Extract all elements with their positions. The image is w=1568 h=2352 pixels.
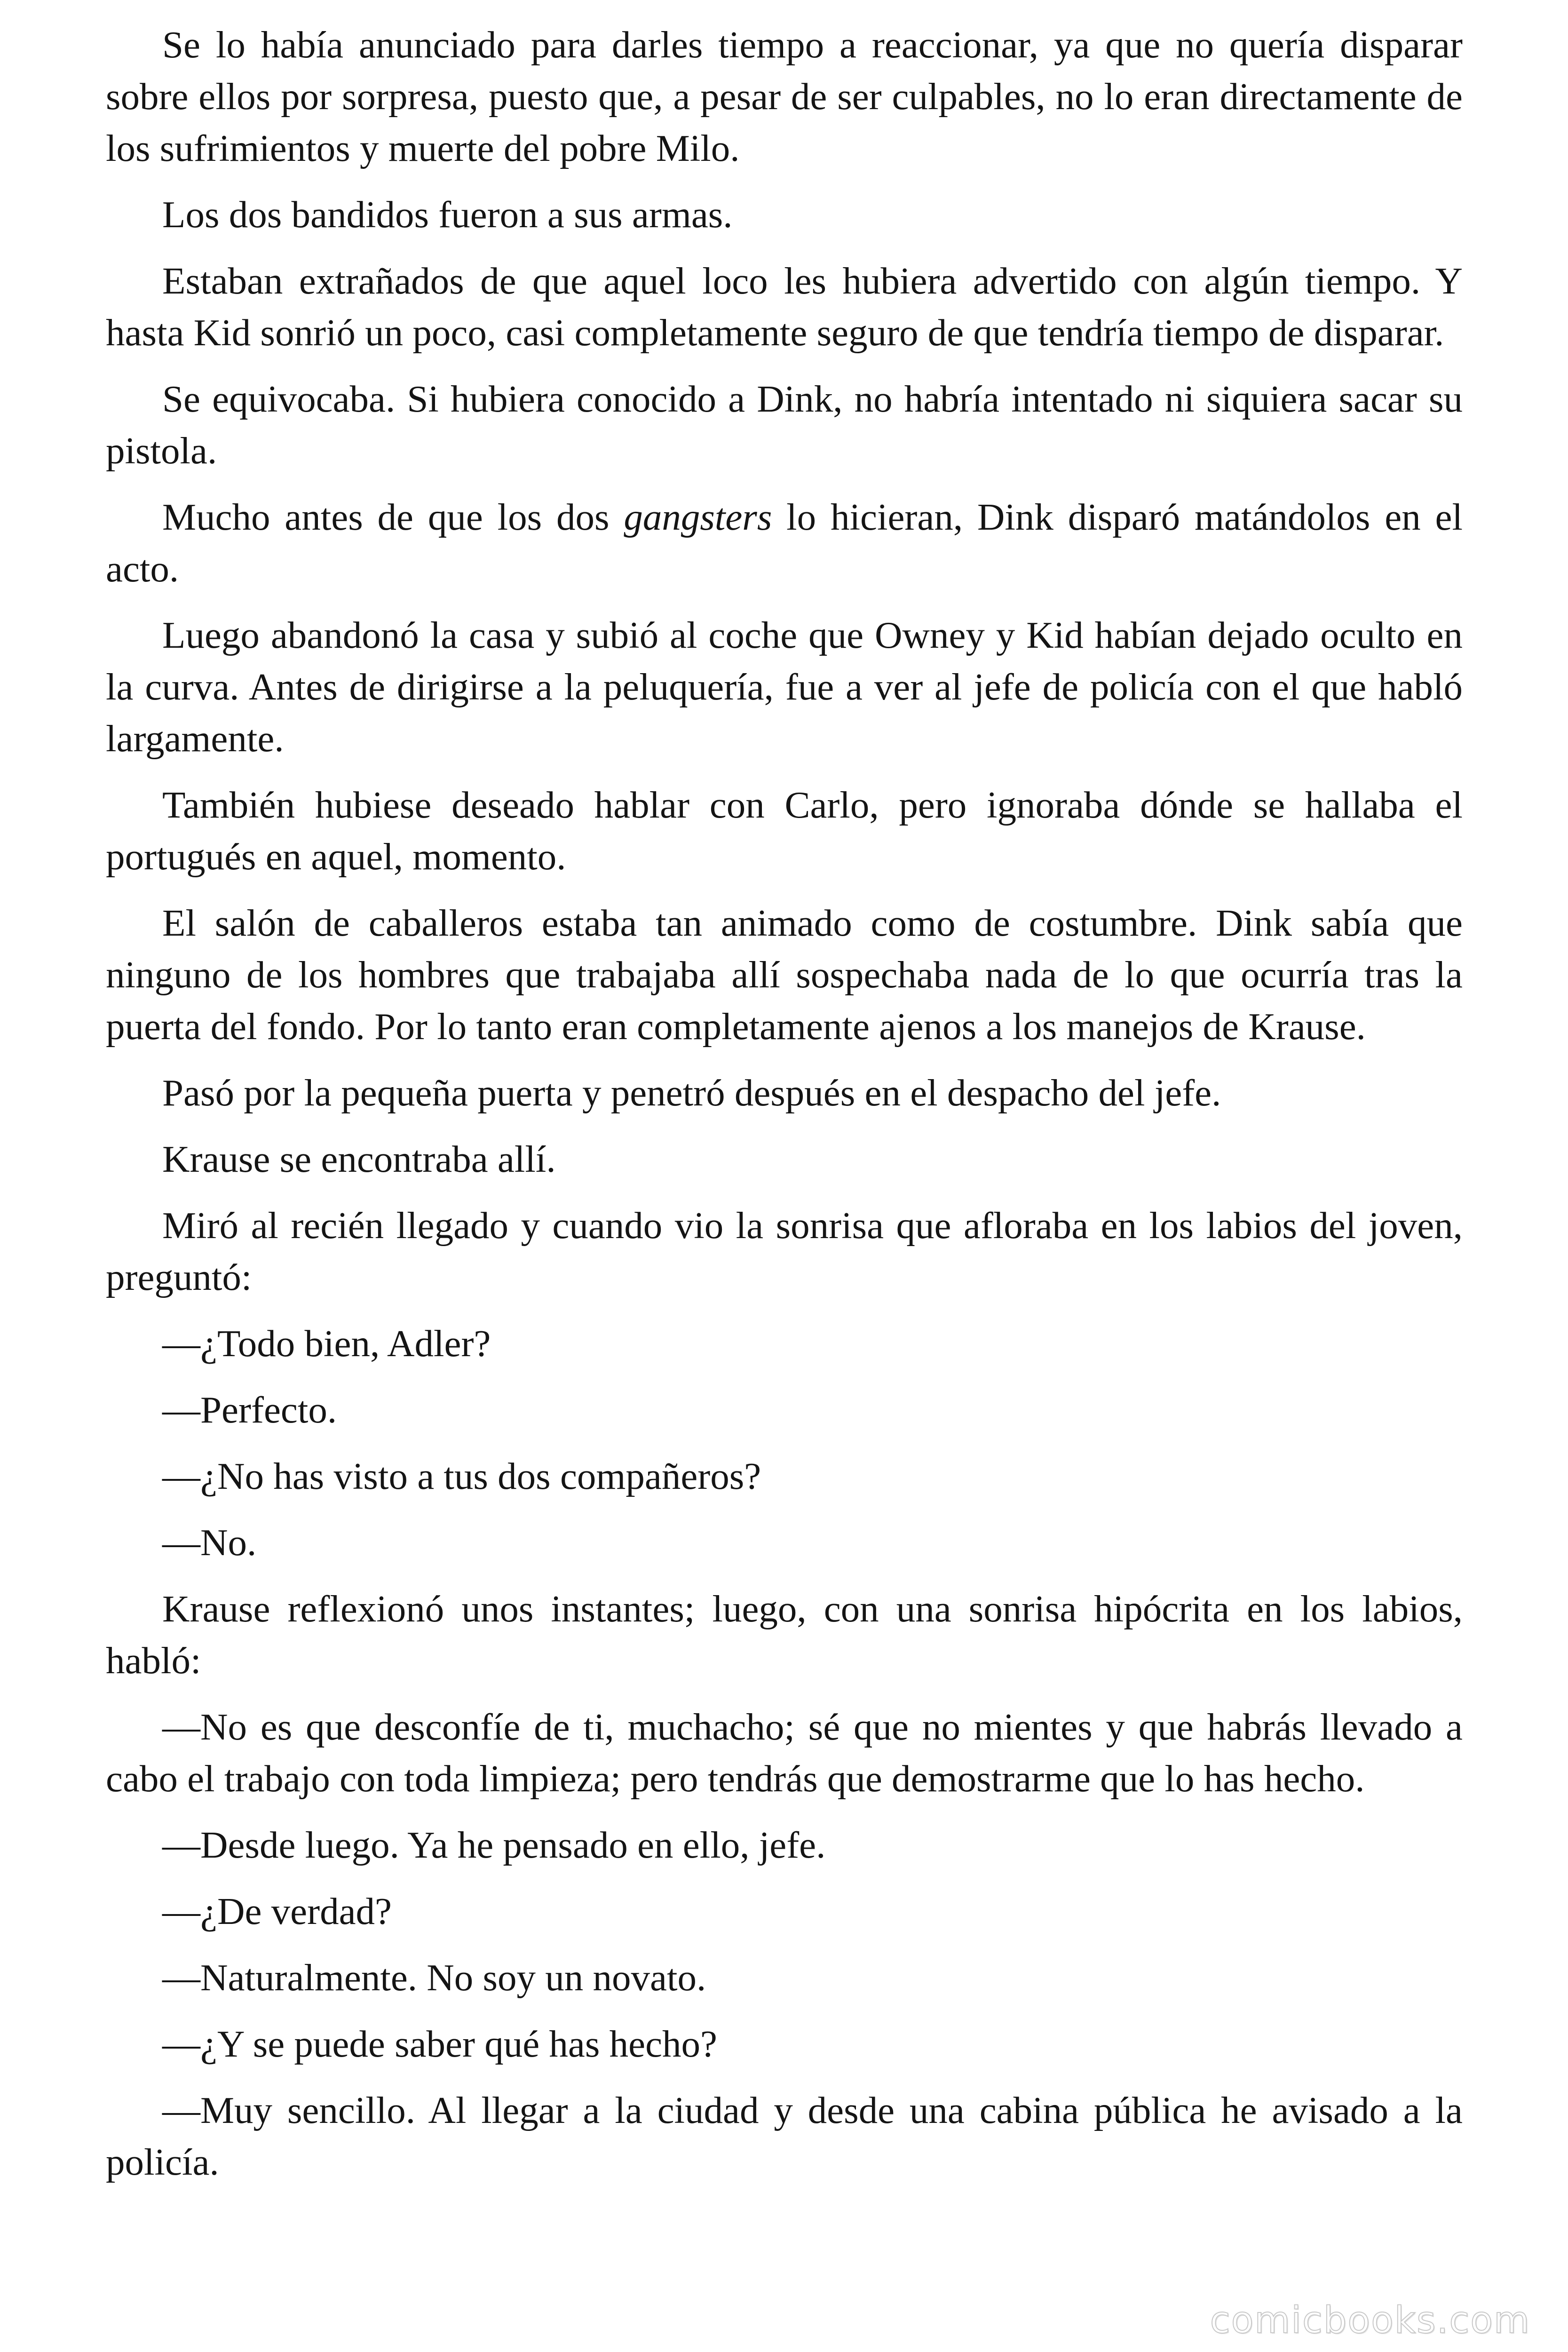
paragraph: También hubiese deseado hablar con Carlo, pero ignoraba dónde se hallaba el portugués en aquel, momento. [106, 784, 1463, 878]
paragraph: Estaban extrañados de que aquel loco les hubiera advertido con algún tiempo. Y hasta Kid sonrió un poco, casi completamente seguro de que tendría tiempo de disparar. [106, 260, 1463, 354]
italic-word: gangsters [624, 496, 772, 538]
paragraph: Se equivocaba. Si hubiera conocido a Dink, no habría intentado ni siquiera sacar su pistola. [106, 378, 1463, 472]
watermark: comicbooks.com [1210, 2299, 1530, 2342]
dialogue-line: —Desde luego. Ya he pensado en ello, jefe. [162, 1824, 826, 1866]
dialogue-line: —¿Todo bien, Adler? [162, 1322, 491, 1365]
paragraph: Luego abandonó la casa y subió al coche que Owney y Kid habían dejado oculto en la curva. Antes de dirigirse a la peluquería, fue a ver al jefe de policía con el que habló largamente. [106, 614, 1463, 760]
dialogue-line: —¿Y se puede saber qué has hecho? [162, 2023, 717, 2065]
paragraph: Los dos bandidos fueron a sus armas. [162, 193, 733, 236]
dialogue-line: —¿De verdad? [162, 1890, 392, 1932]
paragraph: Se lo había anunciado para darles tiempo a reaccionar, ya que no quería disparar sobre ellos por sorpresa, puesto que, a pesar de ser culpables, no lo eran directamente de los sufrimientos y muerte del pobre Milo. [106, 24, 1463, 169]
page-body-text [106, 19, 1463, 2202]
paragraph: Pasó por la pequeña puerta y penetró después en el despacho del jefe. [162, 1072, 1221, 1114]
dialogue-line: —No. [162, 1521, 257, 1564]
dialogue-line: —Perfecto. [162, 1389, 337, 1431]
paragraph: Krause se encontraba allí. [162, 1138, 556, 1180]
paragraph-text-before: Mucho antes de que los dos [162, 496, 624, 538]
dialogue-line: —Muy sencillo. Al llegar a la ciudad y desde una cabina pública he avisado a la policía. [106, 2089, 1463, 2183]
dialogue-line: —No es que desconfíe de ti, muchacho; sé que no mientes y que habrás llevado a cabo el trabajo con toda limpieza; pero tendrás que demostrarme que lo has hecho. [106, 1706, 1463, 1800]
paragraph-text-after: lo hicieran, Dink disparó matándolos en el acto. [106, 496, 1463, 590]
dialogue-line: —¿No has visto a tus dos compañeros? [162, 1455, 761, 1497]
dialogue-line: —Naturalmente. No soy un novato. [162, 1956, 706, 1999]
paragraph: El salón de caballeros estaba tan animado como de costumbre. Dink sabía que ninguno de los hombres que trabajaba allí sospechaba nada de lo que ocurría tras la puerta del fondo. Por lo tanto eran completamente ajenos a los manejos de Krause. [106, 902, 1463, 1048]
paragraph-with-italic [106, 491, 1463, 595]
paragraph: Krause reflexionó unos instantes; luego, con una sonrisa hipócrita en los labios, habló: [106, 1588, 1463, 1682]
paragraph: Miró al recién llegado y cuando vio la sonrisa que afloraba en los labios del joven, preguntó: [106, 1204, 1463, 1298]
